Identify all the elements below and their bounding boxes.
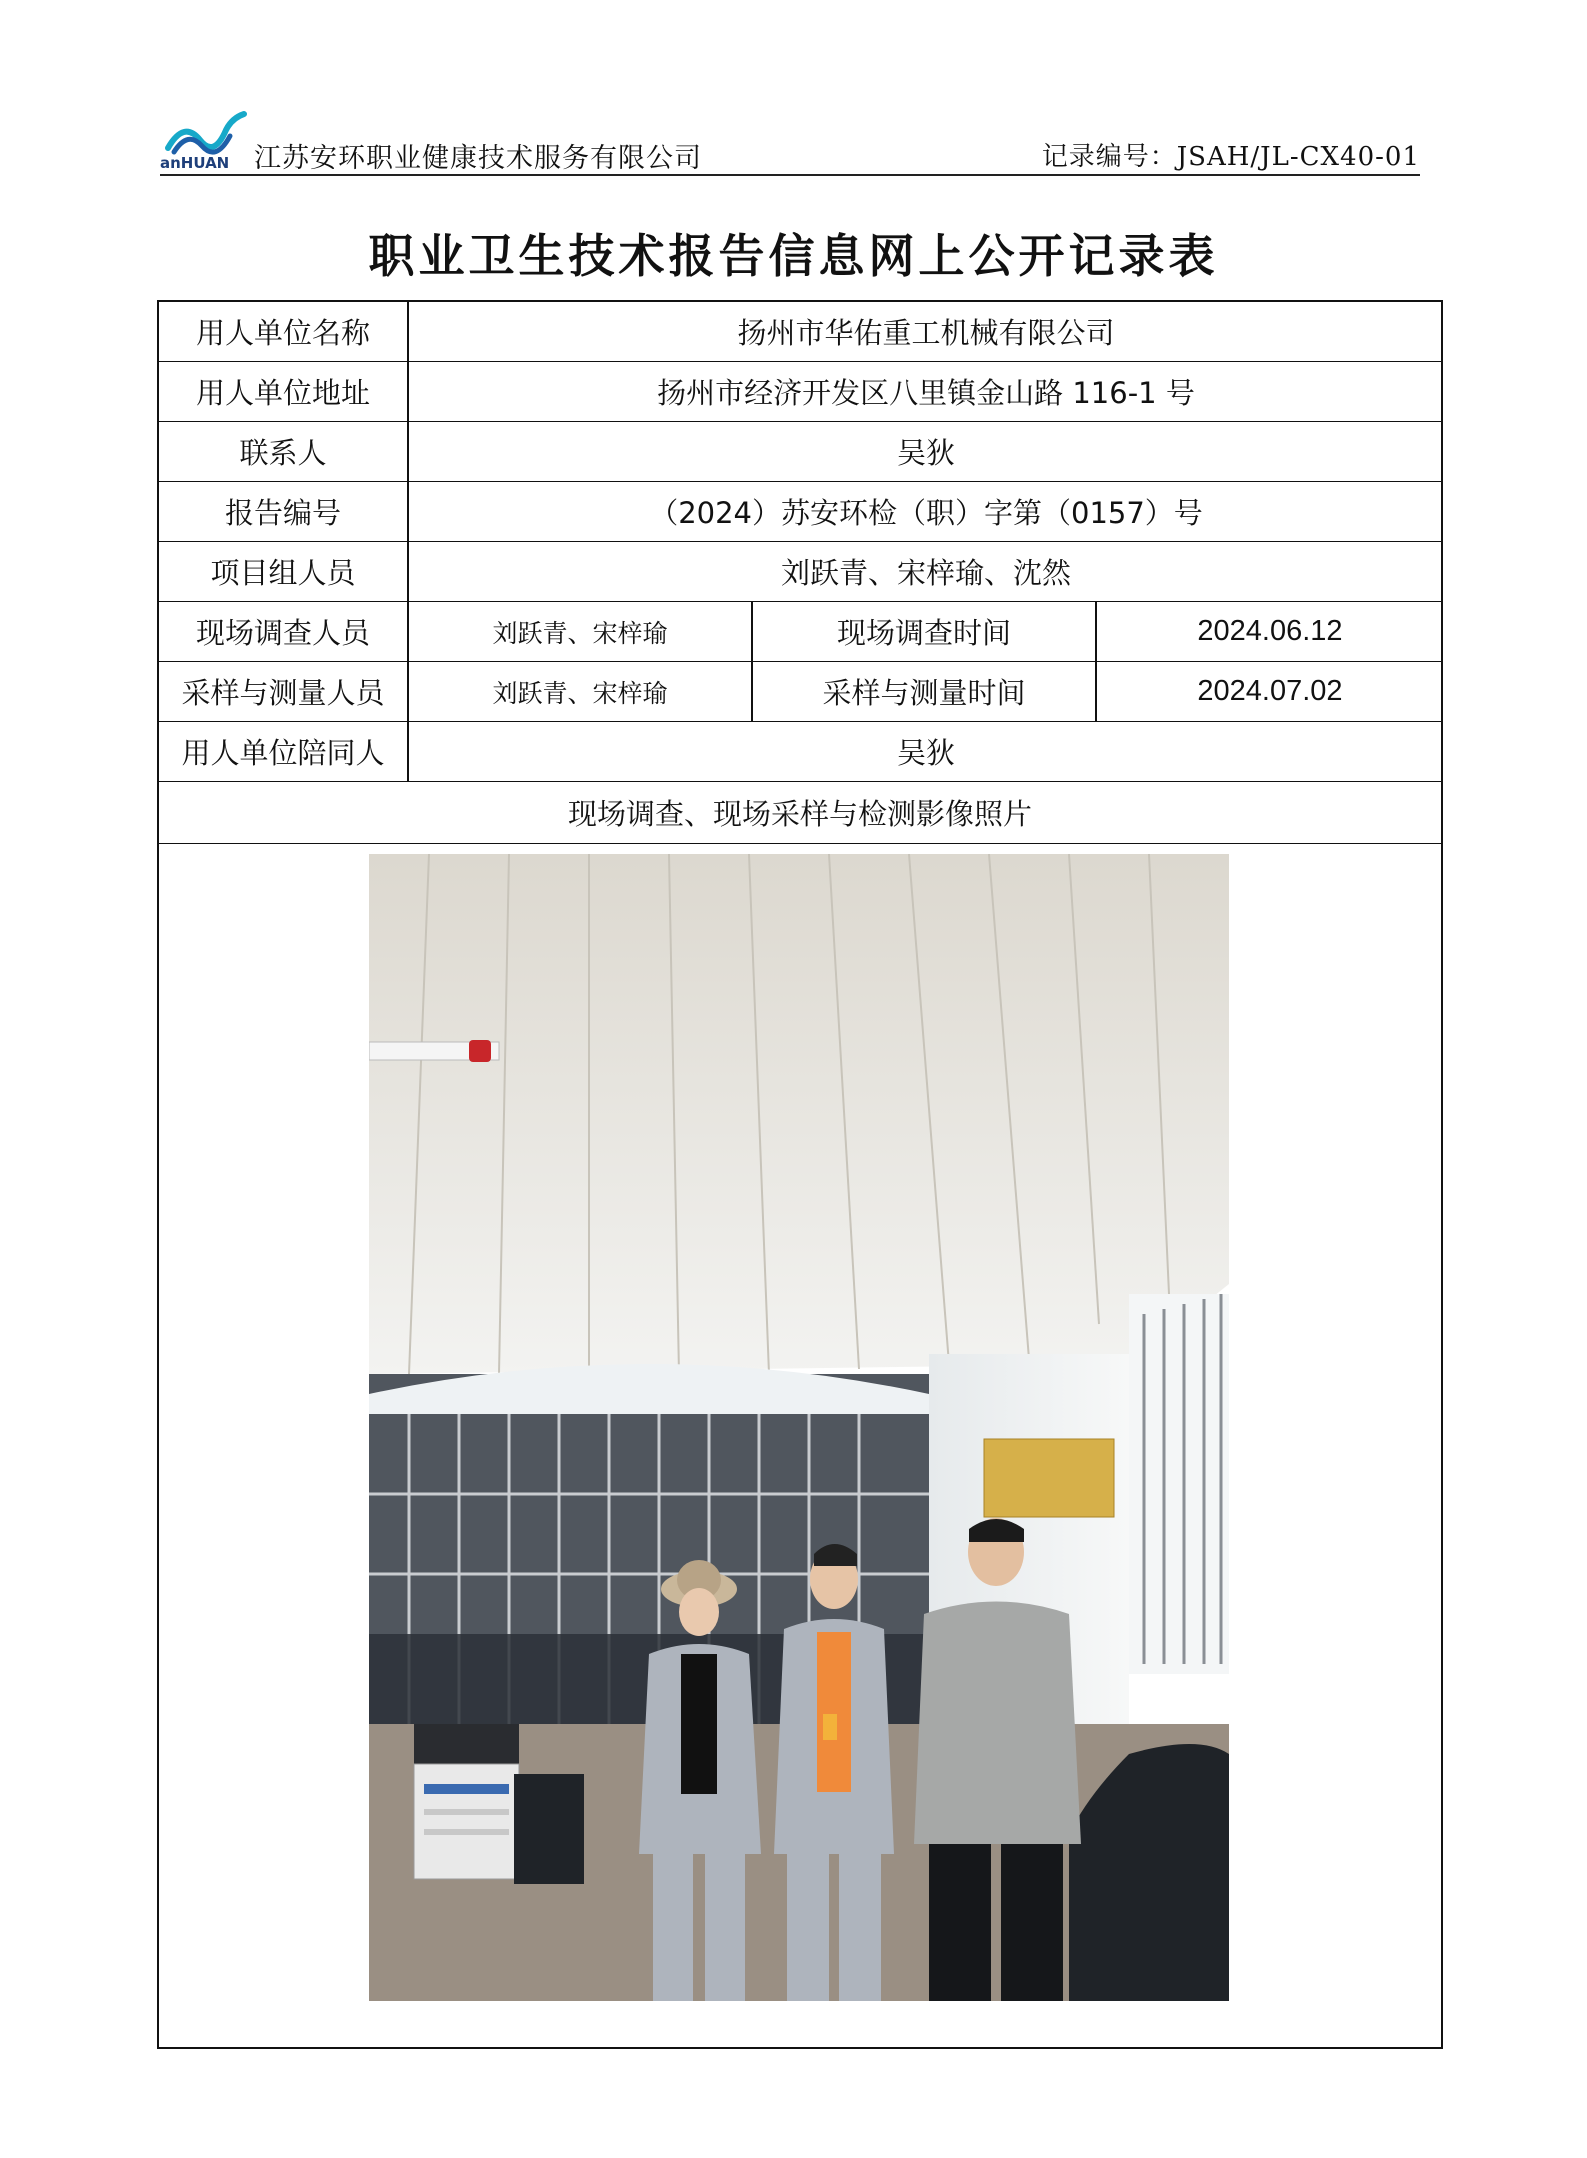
lamp-cap <box>469 1040 491 1062</box>
sampling-time-label: 采样与测量时间 <box>822 676 1026 710</box>
ceiling <box>369 854 1229 1374</box>
survey-staff-value: 刘跃青、宋梓瑜 <box>492 618 668 648</box>
project-team-value: 刘跃青、宋梓瑜、沈然 <box>780 556 1071 590</box>
row-sampling <box>159 662 1441 722</box>
row-site-survey <box>159 602 1441 662</box>
row-report-number <box>159 482 1441 542</box>
contact-value: 吴狄 <box>896 436 955 470</box>
sampling-staff-value: 刘跃青、宋梓瑜 <box>492 678 668 708</box>
record-number: 记录编号：JSAH/JL-CX40-01 <box>1041 142 1420 172</box>
page-title: 职业卫生技术报告信息网上公开记录表 <box>368 229 1219 283</box>
row-contact <box>159 422 1441 482</box>
row-photo-header <box>159 782 1441 844</box>
project-team-label: 项目组人员 <box>210 556 356 590</box>
site-photo-illustration <box>369 854 1229 2001</box>
survey-time-value: 2024.06.12 <box>1197 615 1343 647</box>
employer-address-value: 扬州市经济开发区八里镇金山路 116-1 号 <box>657 376 1195 410</box>
sampling-time-value: 2024.07.02 <box>1197 675 1343 707</box>
employer-address-label: 用人单位地址 <box>195 376 370 410</box>
page-header <box>160 100 1420 176</box>
employer-name-label: 用人单位名称 <box>195 316 370 350</box>
company-logo <box>160 100 252 170</box>
site-photo <box>369 854 1229 2001</box>
contact-label: 联系人 <box>239 436 327 470</box>
row-employer-name <box>159 302 1441 362</box>
sofa-left <box>514 1774 584 1884</box>
survey-time-label: 现场调查时间 <box>836 616 1011 650</box>
escort-value: 吴狄 <box>896 736 955 770</box>
survey-staff-label: 现场调查人员 <box>195 616 370 650</box>
record-table <box>157 300 1443 2049</box>
row-escort <box>159 722 1441 782</box>
header-divider <box>160 174 1420 176</box>
report-number-value: （2024）苏安环检（职）字第（0157）号 <box>649 496 1203 530</box>
company-name: 江苏安环职业健康技术服务有限公司 <box>254 143 702 174</box>
row-employer-address <box>159 362 1441 422</box>
report-number-label: 报告编号 <box>224 496 341 530</box>
logo-wordmark: anHUAN <box>160 154 230 170</box>
sampling-staff-label: 采样与测量人员 <box>181 676 385 710</box>
wall-picture <box>984 1439 1114 1517</box>
photo-section-label: 现场调查、现场采样与检测影像照片 <box>567 797 1032 831</box>
employer-name-value: 扬州市华佑重工机械有限公司 <box>737 316 1115 350</box>
escort-label: 用人单位陪同人 <box>181 736 385 770</box>
row-project-team <box>159 542 1441 602</box>
printer <box>414 1724 519 1879</box>
